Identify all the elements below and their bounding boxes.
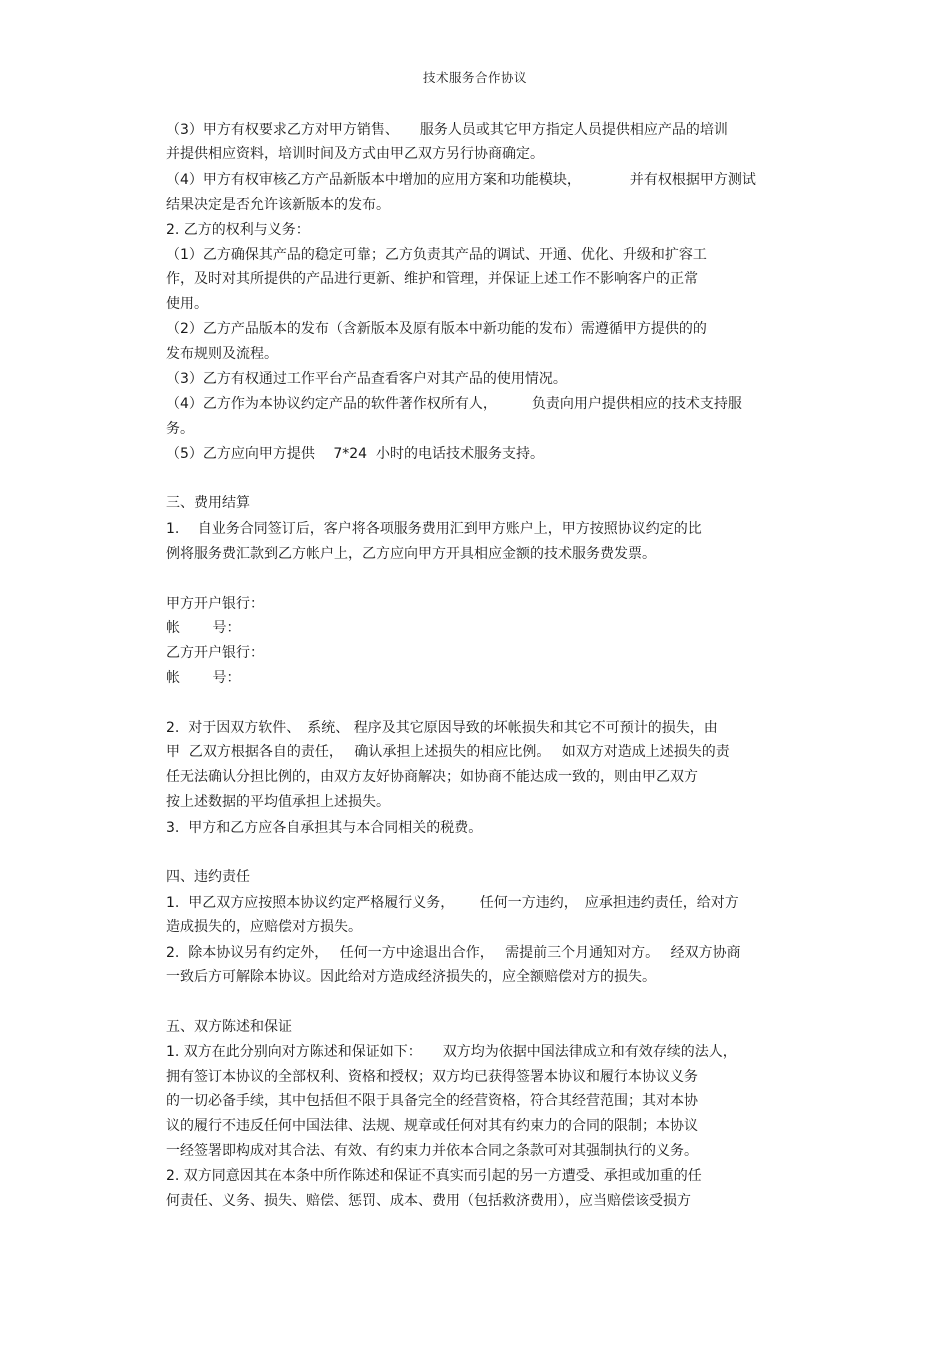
section-heading: 四、违约责任: [166, 869, 250, 885]
text-line: 拥有签订本协议的全部权利、资格和授权；双方均已获得签署本协议和履行本协议义务: [166, 1069, 698, 1085]
text-line: （4）甲方有权审核乙方产品新版本中增加的应用方案和功能模块， 并有权根据甲方测试: [166, 172, 756, 188]
text-line: （2）乙方产品版本的发布（含新版本及原有版本中新功能的发布）需遵循甲方提供的的: [166, 321, 707, 337]
text-line: 任无法确认分担比例的，由双方友好协商解决；如协商不能达成一致的，则由甲乙双方: [166, 769, 698, 785]
text-line: 例将服务费汇款到乙方帐户上，乙方应向甲方开具相应金额的技术服务费发票。: [166, 546, 656, 562]
text-line: 的一切必备手续，其中包括但不限于具备完全的经营资格，符合其经营范围；其对本协: [166, 1093, 698, 1109]
text-line: （3）甲方有权要求乙方对甲方销售、 服务人员或其它甲方指定人员提供相应产品的培训: [166, 122, 728, 138]
text-line: 1. 自业务合同签订后，客户将各项服务费用汇到甲方账户上，甲方按照协议约定的比: [166, 521, 702, 537]
text-line: 1. 甲乙双方应按照本协议约定严格履行义务， 任何一方违约， 应承担违约责任，给对方: [166, 895, 739, 911]
account-label: 帐 号：: [166, 670, 241, 686]
account-label: 帐 号：: [166, 620, 241, 636]
text-line: 造成损失的，应赔偿对方损失。: [166, 919, 362, 935]
text-line: 作，及时对其所提供的产品进行更新、维护和管理，并保证上述工作不影响客户的正常: [166, 271, 698, 287]
page-header: 技术服务合作协议: [422, 70, 527, 85]
text-line: 使用。: [166, 296, 208, 312]
text-line: 发布规则及流程。: [166, 346, 278, 362]
text-line: 2. 双方同意因其在本条中所作陈述和保证不真实而引起的另一方遭受、承担或加重的任: [166, 1168, 702, 1184]
text-line: 议的履行不违反任何中国法律、法规、规章或任何对其有约束力的合同的限制；本协议: [166, 1118, 698, 1134]
text-line: 并提供相应资料，培训时间及方式由甲乙双方另行协商确定。: [166, 146, 544, 162]
text-line: 1. 双方在此分别向对方陈述和保证如下： 双方均为依据中国法律成立和有效存续的法人，: [166, 1044, 737, 1060]
text-line: 结果决定是否允许该新版本的发布。: [166, 197, 390, 213]
text-line: （4）乙方作为本协议约定产品的软件著作权所有人， 负责向用户提供相应的技术支持服: [166, 396, 742, 412]
text-line: 2. 对于因双方软件、 系统、 程序及其它原因导致的坏帐损失和其它不可预计的损失，由: [166, 720, 718, 736]
text-line: 一致后方可解除本协议。因此给对方造成经济损失的，应全额赔偿对方的损失。: [166, 969, 656, 985]
bank-label: 甲方开户银行：: [166, 596, 264, 612]
text-line: 按上述数据的平均值承担上述损失。: [166, 794, 390, 810]
text-line: 务。: [166, 421, 194, 437]
text-line: 2. 乙方的权利与义务：: [166, 222, 310, 238]
text-line: （5）乙方应向甲方提供 7*24 小时的电话技术服务支持。: [166, 446, 544, 462]
text-line: 一经签署即构成对其合法、有效、有约束力并依本合同之条款可对其强制执行的义务。: [166, 1143, 698, 1159]
text-line: （1）乙方确保其产品的稳定可靠；乙方负责其产品的调试、开通、优化、升级和扩容工: [166, 247, 707, 263]
text-line: 3. 甲方和乙方应各自承担其与本合同相关的税费。: [166, 820, 483, 836]
text-line: 2. 除本协议另有约定外， 任何一方中途退出合作， 需提前三个月通知对方。 经双方协商: [166, 945, 741, 961]
section-heading: 五、双方陈述和保证: [166, 1019, 292, 1035]
bank-label: 乙方开户银行：: [166, 645, 264, 661]
text-line: 甲 乙双方根据各自的责任， 确认承担上述损失的相应比例。 如双方对造成上述损失的责: [166, 744, 730, 760]
section-heading: 三、费用结算: [166, 495, 250, 511]
text-line: 何责任、义务、损失、赔偿、惩罚、成本、费用（包括救济费用），应当赔偿该受损方: [166, 1193, 691, 1209]
text-line: （3）乙方有权通过工作平台产品查看客户对其产品的使用情况。: [166, 371, 567, 387]
